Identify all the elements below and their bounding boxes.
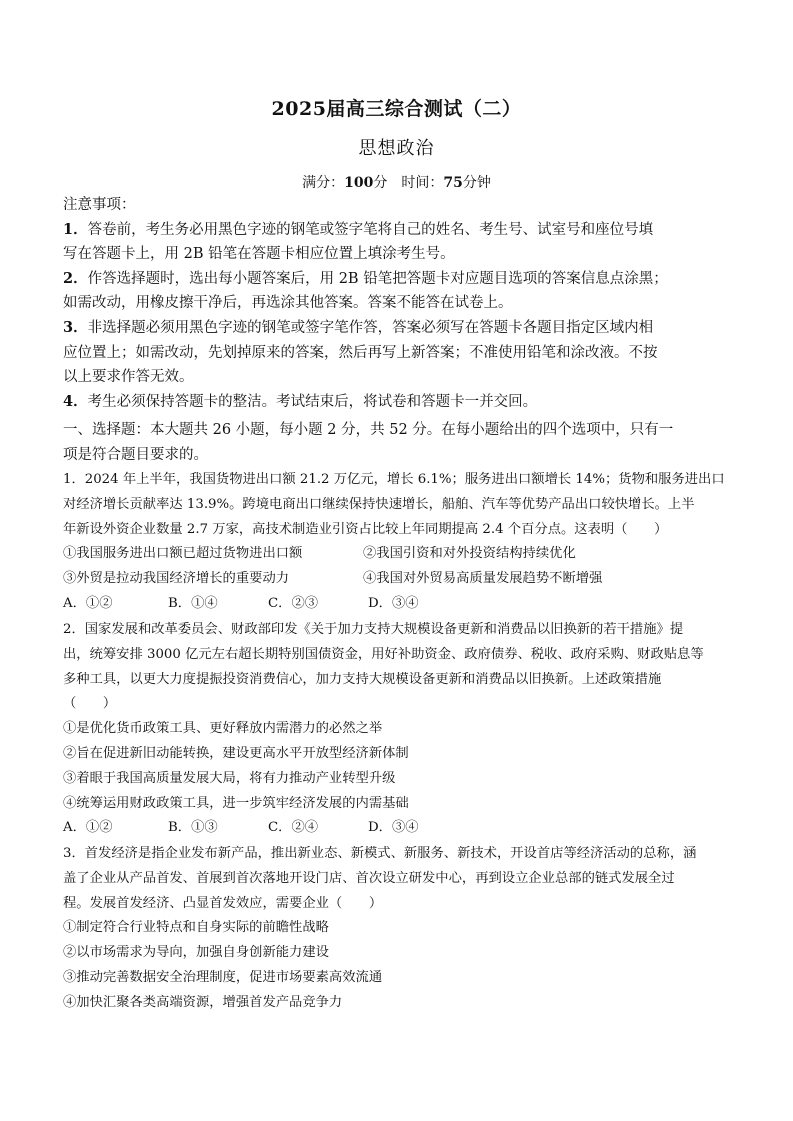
section-line: 一、选择题：本大题共 26 小题，每小题 2 分，共 52 分。在每小题给出的四个选项中，只有一 xyxy=(63,422,674,438)
score-label: 满分： xyxy=(302,175,345,191)
question-stem: 2．国家发展和改革委员会、财政部印发《关于加力支持大规模设备更新和消费品以旧换新的若干措施》提 xyxy=(63,622,684,637)
question-stem: 年新设外资企业数量 2.7 万家，高技术制造业引资占比较上年同期提高 2.4 个百分点。这表明（ ） xyxy=(63,521,668,537)
question-stem: 1．2024 年上半年，我国货物进出口额 21.2 万亿元，增长 6.1%；服务进出口额增长 14%；货物和服务进出口 xyxy=(63,472,725,487)
statement-option: ④加快汇聚各类高端资源，增强首发产品竞争力 xyxy=(63,994,343,1010)
statement-option: ②我国引资和对外投资结构持续优化 xyxy=(363,546,576,562)
statement-option: ④统筹运用财政政策工具，进一步筑牢经济发展的内需基础 xyxy=(63,795,409,811)
statement-option: ②旨在促进新旧动能转换，建设更高水平开放型经济新体制 xyxy=(63,745,409,761)
score-value: 100 xyxy=(344,175,374,191)
option-row xyxy=(63,542,731,567)
notice-block xyxy=(63,193,731,414)
answer-choice: B．①④ xyxy=(168,595,218,611)
notice-item-3-cont: 以上要求作答无效。 xyxy=(63,369,194,386)
option-row xyxy=(63,567,731,592)
answer-choice: C．②③ xyxy=(268,595,319,611)
question-stem: 程。发展首发经济、凸显首发效应，需要企业（ ） xyxy=(63,895,383,911)
notice-text: 作答选择题时，选出每小题答案后，用 2B 铅笔把答题卡对应题目选项的答案信息点涂黑； xyxy=(87,270,668,287)
notice-number: 2． xyxy=(63,269,88,287)
statement-option: ②以市场需求为导向，加强自身创新能力建设 xyxy=(63,945,329,961)
notice-item-2 xyxy=(63,267,731,292)
exam-subject: 思想政治 xyxy=(358,138,435,159)
notice-item-1 xyxy=(63,218,731,243)
notice-item-3-cont: 应位置上；如需改动，先划掉原来的答案，然后再写上新答案；不准使用铅笔和涂改液。不按 xyxy=(63,344,658,361)
notice-text: 非选择题必须用黑色字迹的钢笔或签字笔作答，答案必须写在答题卡各题目指定区域内相 xyxy=(87,319,654,336)
time-unit: 分钟 xyxy=(462,175,491,191)
answer-choice: A．①② xyxy=(63,595,113,611)
statement-option: ③外贸是拉动我国经济增长的重要动力 xyxy=(63,571,290,587)
exam-title: 2025届高三综合测试（二） xyxy=(271,98,522,120)
question-stem: 多种工具，以更大力度提振投资消费信心，加力支持大规模设备更新和消费品以旧换新。上述政策措施 xyxy=(63,671,662,687)
notice-number: 1． xyxy=(63,220,88,238)
statement-option: ③着眼于我国高质量发展大局，将有力推动产业转型升级 xyxy=(63,770,396,786)
question-stem: （ ） xyxy=(63,696,117,712)
statement-option: ③推动完善数据安全治理制度，促进市场要素高效流通 xyxy=(63,969,383,985)
statement-option: ①我国服务进出口额已超过货物进出口额 xyxy=(63,546,303,562)
answer-choice: D．③④ xyxy=(368,595,419,611)
score-unit: 分 xyxy=(373,175,388,191)
question-stem: 盖了企业从产品首发、首展到首次落地开设门店、首次设立研发中心，再到设立企业总部的链式发展全过 xyxy=(63,870,675,886)
notice-number: 4． xyxy=(63,392,88,410)
section-line: 项是符合题目要求的。 xyxy=(63,447,208,463)
statement-option: ①制定符合行业特点和自身实际的前瞻性战略 xyxy=(63,920,329,936)
answer-choices xyxy=(63,592,731,617)
answer-choices xyxy=(63,816,731,841)
notice-heading: 注意事项： xyxy=(63,197,136,213)
statement-option: ①是优化货币政策工具、更好释放内需潜力的必然之举 xyxy=(63,721,383,737)
notice-text: 答卷前，考生务必用黑色字迹的钢笔或签字笔将自己的姓名、考生号、试室号和座位号填 xyxy=(87,221,654,238)
question-stem: 对经济增长贡献率达 13.9%。跨境电商出口继续保持快速增长，船舶、汽车等优势产品出口较快增长。上半 xyxy=(63,496,695,512)
answer-choice: D．③④ xyxy=(368,820,419,836)
exam-meta xyxy=(0,172,793,192)
question-2 xyxy=(63,618,731,841)
notice-item-1-cont: 写在答题卡上，用 2B 铅笔在答题卡相应位置上填涂考生号。 xyxy=(63,246,455,263)
notice-item-2-cont: 如需改动，用橡皮擦干净后，再选涂其他答案。答案不能答在试卷上。 xyxy=(63,295,513,312)
question-3 xyxy=(63,842,731,1016)
statement-option: ④我国对外贸易高质量发展趋势不断增强 xyxy=(363,571,603,587)
notice-item-3 xyxy=(63,316,731,341)
time-label: 时间： xyxy=(401,175,444,191)
notice-item-4 xyxy=(63,390,731,415)
section-heading xyxy=(63,418,731,468)
question-stem: 出，统筹安排 3000 亿元左右超长期特别国债资金，用好补助资金、政府债券、税收、政府采购、财政贴息等 xyxy=(63,646,704,662)
answer-choice: B．①③ xyxy=(168,820,218,836)
answer-choice: A．①② xyxy=(63,820,113,836)
time-value: 75 xyxy=(443,175,463,191)
notice-number: 3． xyxy=(63,318,88,336)
question-stem: 3．首发经济是指企业发布新产品，推出新业态、新模式、新服务、新技术，开设首店等经济活动的总称，涵 xyxy=(63,846,697,861)
notice-text: 考生必须保持答题卡的整洁。考试结束后，将试卷和答题卡一并交回。 xyxy=(87,393,538,410)
question-1 xyxy=(63,468,731,617)
answer-choice: C．②④ xyxy=(268,820,319,836)
